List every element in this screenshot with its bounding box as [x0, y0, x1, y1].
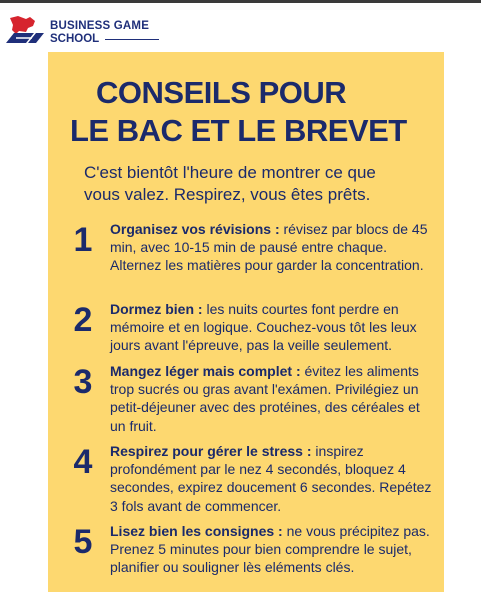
tip-body: ne vous précipitez pas. Prenez 5 minutes pour bien comprendre le sujet, planifier ou souligner lès eléments clés. — [110, 523, 430, 576]
tip-body: inspirez profondément par le nez 4 secondés, bloquez 4 secondes, expirez doucement 6 secondes. Repétez 3 fols avant de commencer. — [110, 443, 432, 514]
tip-text — [110, 442, 436, 515]
page-title — [70, 74, 440, 150]
tip-text — [110, 220, 436, 275]
brand-divider — [105, 39, 159, 40]
tip-number: 4 — [73, 443, 93, 481]
top-bar — [0, 0, 481, 3]
tip-text — [110, 522, 436, 577]
intro-text: C'est bientôt l'heure de montrer ce que vous valez. Respirez, vous êtes prêts. — [84, 163, 376, 204]
tip-heading: Dormez bien : — [110, 301, 203, 317]
brand-line-2: SCHOOL — [50, 33, 100, 45]
tip-body: évitez les aliments trop sucrés ou gras avant l'exámen. Privilégiez un petit-déjeuner avec des protéines, des céréales et un fruit. — [110, 363, 420, 434]
tip-heading: Respirez pour gérer le stress : — [110, 443, 312, 459]
title-line-2: LE BAC ET LE BREVET — [70, 113, 407, 148]
tips-card — [48, 52, 444, 592]
tip-number: 5 — [73, 523, 93, 561]
tip-number: 2 — [73, 301, 93, 339]
tip-heading: Lisez bien les consignes : — [110, 523, 283, 539]
tip-body: révisez par blocs de 45 min, avec 10-15 min de pausé entre chaque. Alternez les matières pour garder la concentration. — [110, 221, 428, 274]
tip-text — [110, 300, 436, 355]
business-game-school-logo-icon — [4, 16, 46, 46]
tip-body: les nuits courtes font perdre en mémoire et en logique. Couchez-vous tôt les leux jours avant l'épreuve, pas la veille seulement. — [110, 301, 417, 354]
tip-heading: Mangez léger mais complet : — [110, 363, 301, 379]
tip-number: 3 — [73, 363, 93, 401]
tip-number: 1 — [73, 221, 93, 259]
brand-line-2-row — [50, 33, 159, 46]
tip-heading: Organisez vos révisions : — [110, 221, 280, 237]
title-line-1: CONSEILS POUR — [96, 75, 347, 110]
brand-line-1: BUSINESS GAME — [50, 20, 150, 32]
brand-name — [50, 20, 159, 46]
tip-text — [110, 362, 436, 435]
